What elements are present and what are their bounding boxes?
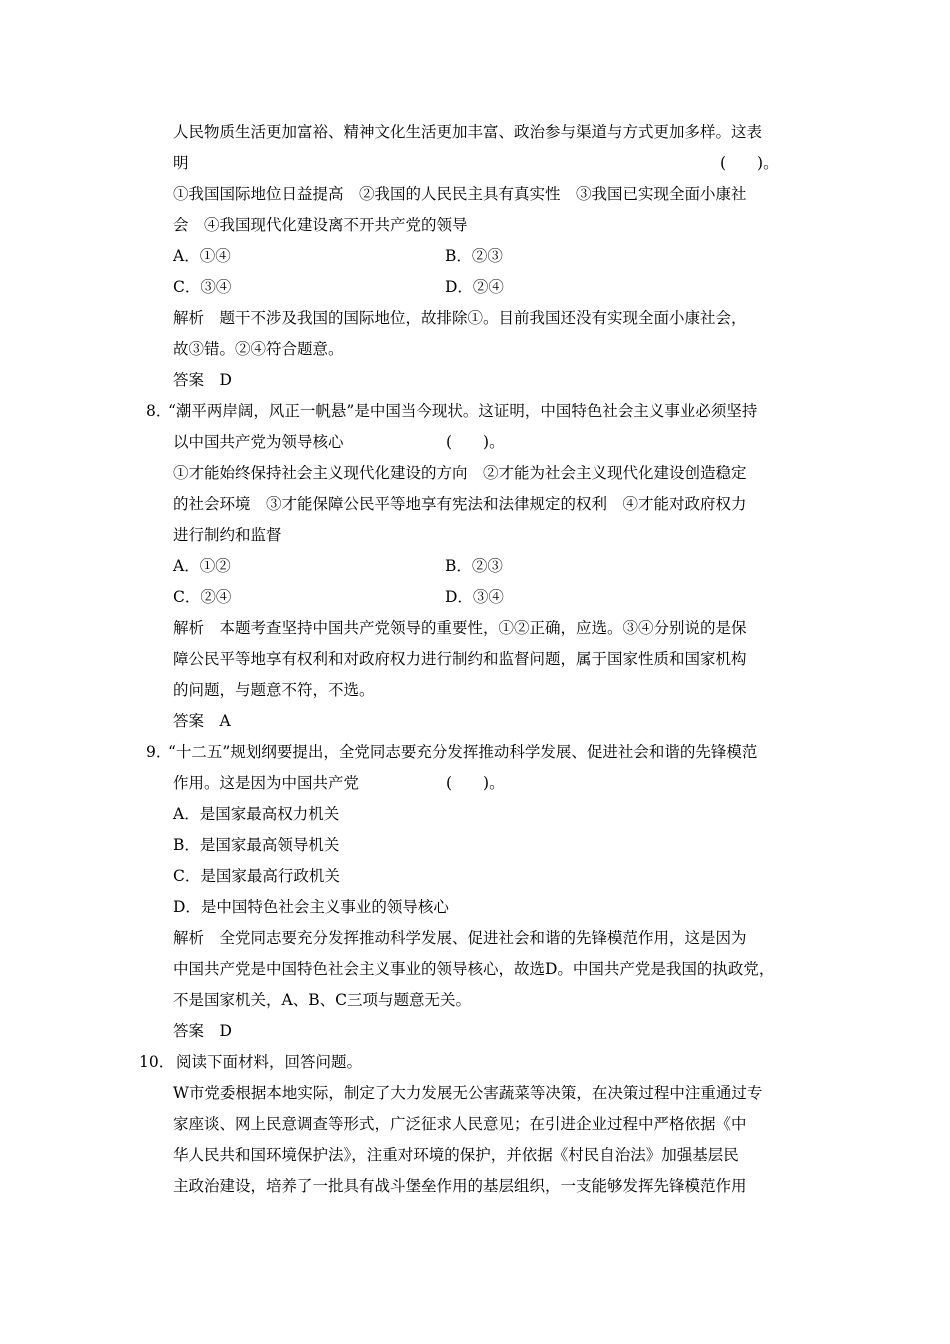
q9-choice-c: C．是国家最高行政机关	[173, 867, 340, 885]
q8-answer: 答案 A	[173, 712, 231, 730]
q9-number: 9．	[146, 743, 172, 761]
q7-options-line-2: 会 ④我国现代化建设离不开共产党的领导	[173, 216, 468, 234]
q8-analysis-line-2: 障公民平等地享有权利和对政府权力进行制约和监督问题，属于国家性质和国家机构	[173, 650, 747, 668]
q9-stem-line-2: 作用。这是因为中国共产党	[173, 774, 360, 792]
q8-number: 8．	[146, 402, 172, 420]
q9-stem-line-1: “十二五”规划纲要提出，全党同志要充分发挥推动科学发展、促进社会和谐的先锋模范	[168, 743, 758, 761]
q7-stem-line-1: 人民物质生活更加富裕、精神文化生活更加丰富、政治参与渠道与方式更加多样。这表	[173, 123, 763, 141]
q9-choice-b: B．是国家最高领导机关	[173, 836, 340, 854]
q10-material-line-2: 家座谈、网上民意调查等形式，广泛征求人民意见；在引进企业过程中严格依据《中	[173, 1115, 747, 1133]
q10-stem: 阅读下面材料，回答问题。	[176, 1053, 363, 1071]
q10-number: 10．	[139, 1053, 175, 1071]
q9-analysis-line-2: 中国共产党是中国特色社会主义事业的领导核心，故选D。中国共产党是我国的执政党，	[173, 960, 775, 978]
q8-choice-c: C．②④	[173, 588, 232, 606]
q8-analysis-line-3: 的问题，与题意不符，不选。	[173, 681, 375, 699]
q7-answer-blank: ( )。	[720, 154, 779, 172]
q7-choice-b: B．②③	[445, 247, 503, 265]
q10-material-line-1: W市党委根据本地实际，制定了大力发展无公害蔬菜等决策，在决策过程中注重通过专	[173, 1084, 763, 1102]
q8-stem-line-1: “潮平两岸阔，风正一帆悬”是中国当今现状。这证明，中国特色社会主义事业必须坚持	[168, 402, 758, 420]
q10-material-line-3: 华人民共和国环境保护法》，注重对环境的保护，并依据《村民自治法》加强基层民	[173, 1146, 739, 1164]
q9-choice-a: A．是国家最高权力机关	[173, 805, 340, 823]
q7-answer: 答案 D	[173, 371, 232, 389]
q9-choice-d: D．是中国特色社会主义事业的领导核心	[173, 898, 449, 916]
q8-options-line-1: ①才能始终保持社会主义现代化建设的方向 ②才能为社会主义现代化建设创造稳定	[173, 464, 747, 482]
q8-options-line-2: 的社会环境 ③才能保障公民平等地享有宪法和法律规定的权利 ④才能对政府权力	[173, 495, 747, 513]
q9-analysis-line-1: 解析 全党同志要充分发挥推动科学发展、促进社会和谐的先锋模范作用，这是因为	[173, 929, 747, 947]
q8-options-line-3: 进行制约和监督	[173, 526, 282, 544]
q8-choice-d: D．③④	[445, 588, 504, 606]
q8-answer-blank: ( )。	[446, 433, 505, 451]
q7-choice-a: A．①④	[173, 247, 231, 265]
q7-choice-c: C．③④	[173, 278, 232, 296]
q8-analysis-line-1: 解析 本题考查坚持中国共产党领导的重要性，①②正确，应选。③④分别说的是保	[173, 619, 747, 637]
q10-material-line-4: 主政治建设，培养了一批具有战斗堡垒作用的基层组织，一支能够发挥先锋模范作用	[173, 1177, 747, 1195]
q7-analysis-line-2: 故③错。②④符合题意。	[173, 340, 344, 358]
q9-analysis-line-3: 不是国家机关，A、B、C三项与题意无关。	[173, 991, 471, 1009]
q7-choice-d: D．②④	[445, 278, 504, 296]
q8-stem-line-2: 以中国共产党为领导核心	[173, 433, 344, 451]
q9-answer-blank: ( )。	[446, 774, 505, 792]
q8-choice-a: A．①②	[173, 557, 231, 575]
q7-stem-line-2: 明	[173, 154, 189, 172]
q7-options-line-1: ①我国国际地位日益提高 ②我国的人民民主具有真实性 ③我国已实现全面小康社	[173, 185, 747, 203]
q7-analysis-line-1: 解析 题干不涉及我国的国际地位，故排除①。目前我国还没有实现全面小康社会，	[173, 309, 747, 327]
q8-choice-b: B．②③	[445, 557, 503, 575]
q9-answer: 答案 D	[173, 1022, 232, 1040]
